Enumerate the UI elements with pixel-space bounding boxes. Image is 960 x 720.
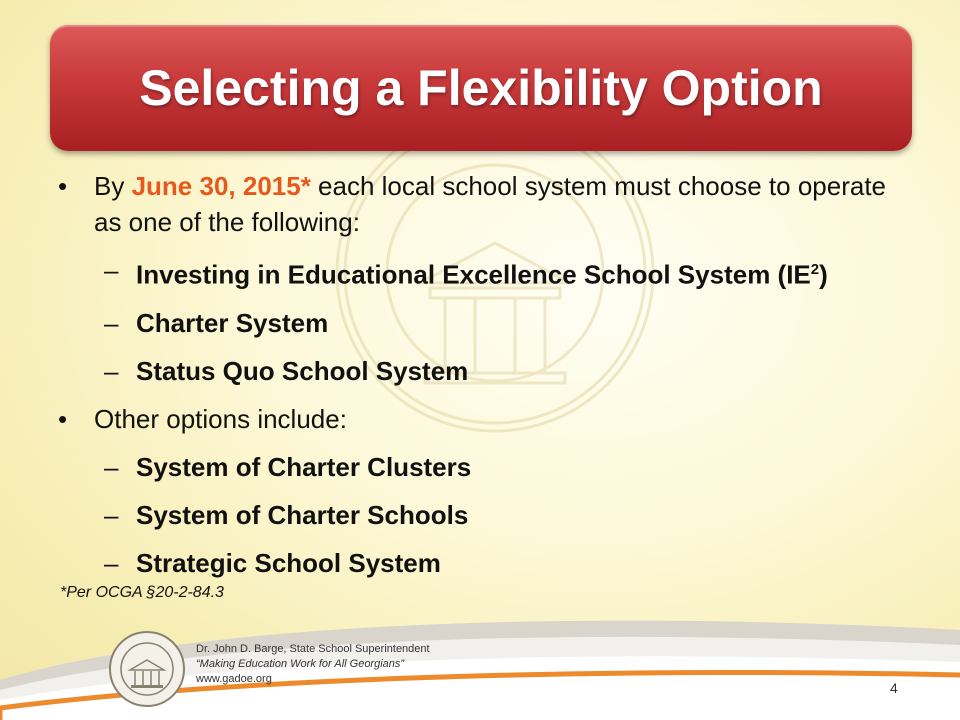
bullet-deadline [58, 168, 918, 240]
bullet-suffix: each local school system must choose to operate as one of the following: [94, 171, 886, 237]
subitem-charter-system [58, 305, 918, 341]
subitem-charter-clusters [58, 449, 918, 485]
subitem-charter-schools [58, 497, 918, 533]
subitem-label: System of Charter Clusters [136, 451, 472, 482]
subitem-strategic-school [58, 545, 918, 581]
superintendent-name: Dr. John D. Barge, State School Superintendent [196, 643, 430, 655]
subitem-ie2 [58, 252, 918, 293]
dash-icon: – [104, 547, 119, 578]
bullet-dot-icon: • [58, 403, 68, 434]
bullet-text: Other options include: [94, 403, 347, 434]
subitem-label: Charter System [136, 307, 329, 338]
footer-credits [196, 642, 430, 687]
dash-icon: – [104, 255, 119, 285]
website-link[interactable]: www.gadoe.org [196, 673, 272, 685]
slide-title: Selecting a Flexibility Option [139, 60, 823, 116]
subitem-label: Status Quo School System [136, 355, 469, 386]
dash-icon: – [104, 499, 119, 530]
department-of-education-logo [108, 630, 186, 708]
footnote: *Per OCGA §20-2-84.3 [60, 584, 224, 601]
page-number: 4 [890, 680, 898, 696]
slide-content [58, 168, 918, 581]
slogan: “Making Education Work for All Georgians” [196, 658, 405, 670]
bullet-prefix: By [94, 171, 132, 201]
closing-paren: ) [819, 259, 828, 290]
ie2-superscript: 2 [810, 261, 820, 278]
dash-icon: – [104, 355, 119, 386]
deadline-highlight: June 30, 2015* [131, 171, 311, 201]
bullet-other-options [58, 401, 918, 437]
bullet-dot-icon: • [58, 171, 68, 201]
dash-icon: – [104, 307, 119, 338]
subitem-status-quo [58, 353, 918, 389]
subitem-label: System of Charter Schools [136, 499, 469, 530]
subitem-label: Strategic School System [136, 547, 441, 578]
dash-icon: – [104, 451, 119, 482]
title-banner [50, 25, 912, 151]
subitem-label: Investing in Educational Excellence School System (IE [136, 259, 811, 290]
